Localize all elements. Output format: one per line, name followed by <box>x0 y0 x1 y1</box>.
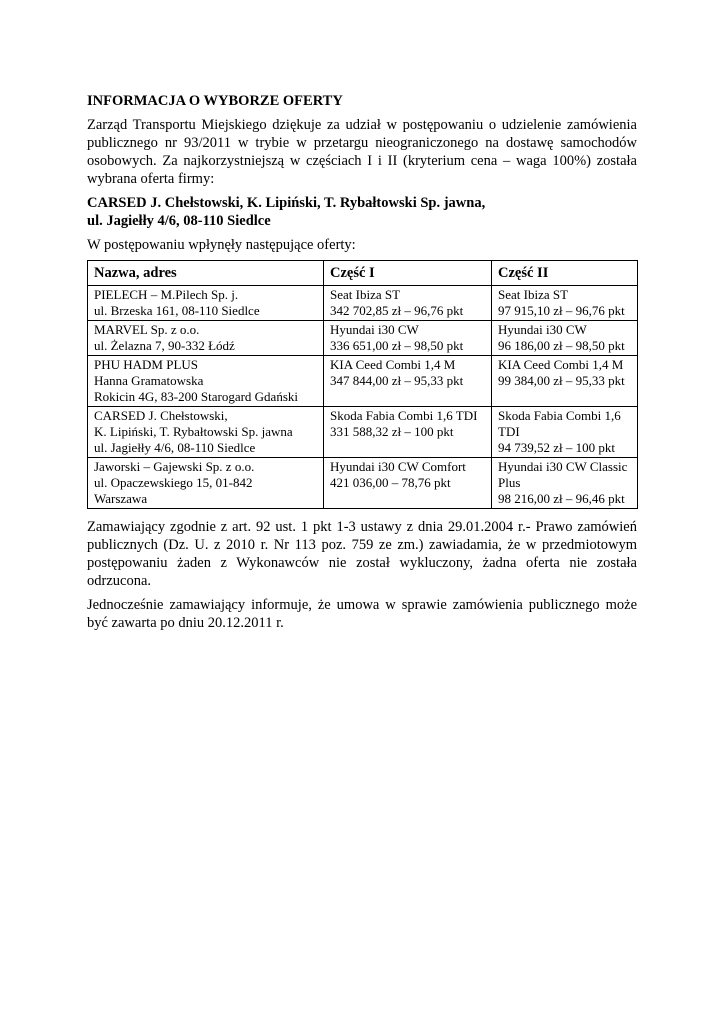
offer-part2-cell <box>492 286 638 321</box>
cell-line: 98 216,00 zł – 96,46 pkt <box>498 491 625 506</box>
offer-name-cell <box>88 321 324 356</box>
table-header-row <box>88 261 638 286</box>
offers-table <box>87 260 638 509</box>
offer-part2-cell <box>492 356 638 407</box>
table-row <box>88 407 638 458</box>
cell-line: Hyundai i30 CW <box>498 322 587 337</box>
offer-part2-cell <box>492 458 638 509</box>
table-row <box>88 356 638 407</box>
cell-line: KIA Ceed Combi 1,4 M <box>330 357 456 372</box>
table-row <box>88 321 638 356</box>
cell-line: Hyundai i30 CW Comfort <box>330 459 466 474</box>
table-row <box>88 458 638 509</box>
header-part-2: Część II <box>492 261 638 286</box>
offer-name-cell <box>88 458 324 509</box>
cell-line: 342 702,85 zł – 96,76 pkt <box>330 303 464 318</box>
cell-line: 96 186,00 zł – 98,50 pkt <box>498 338 625 353</box>
cell-line: Jaworski – Gajewski Sp. z o.o. <box>94 459 255 474</box>
offer-part1-cell <box>324 321 492 356</box>
document-page <box>87 92 637 638</box>
cell-line: ul. Opaczewskiego 15, 01-842 <box>94 475 253 490</box>
cell-line: Seat Ibiza ST <box>498 287 569 302</box>
cell-line: Warszawa <box>94 491 148 506</box>
disqualification-paragraph: Zamawiający zgodnie z art. 92 ust. 1 pkt 1-3 ustawy z dnia 29.01.2004 r.- Prawo zamówień publicznych (Dz. U. z 2010 r. Nr 113 poz. 759 ze zm.) zawiadamia, że w przedmiotowym postępowaniu żaden z Wykonawców nie został wykluczony, żadna oferta nie została odrzucona. <box>87 519 637 589</box>
winner-address: ul. Jagiełły 4/6, 08-110 Siedlce <box>87 213 271 229</box>
cell-line: Hyundai i30 CW <box>330 322 419 337</box>
header-name-address: Nazwa, adres <box>88 261 324 286</box>
cell-line: 97 915,10 zł – 96,76 pkt <box>498 303 625 318</box>
document-title: INFORMACJA O WYBORZE OFERTY <box>87 93 343 109</box>
cell-line: 347 844,00 zł – 95,33 pkt <box>330 373 464 388</box>
cell-line: 99 384,00 zł – 95,33 pkt <box>498 373 625 388</box>
offer-part2-cell <box>492 321 638 356</box>
cell-line: 336 651,00 zł – 98,50 pkt <box>330 338 464 353</box>
cell-line: ul. Jagiełły 4/6, 08-110 Siedlce <box>94 440 256 455</box>
offer-part1-cell <box>324 286 492 321</box>
winner-name: CARSED J. Chełstowski, K. Lipiński, T. Rybałtowski Sp. jawna, <box>87 195 486 211</box>
offer-part2-cell <box>492 407 638 458</box>
offer-part1-cell <box>324 407 492 458</box>
offer-name-cell <box>88 407 324 458</box>
cell-line: Rokicin 4G, 83-200 Starogard Gdański <box>94 389 299 404</box>
offer-name-cell <box>88 286 324 321</box>
cell-line: K. Lipiński, T. Rybałtowski Sp. jawna <box>94 424 293 439</box>
cell-line: ul. Żelazna 7, 90-332 Łódź <box>94 338 235 353</box>
offers-intro: W postępowaniu wpłynęły następujące oferty: <box>87 237 356 253</box>
winning-offer <box>87 194 637 230</box>
header-part-1: Część I <box>324 261 492 286</box>
cell-line: MARVEL Sp. z o.o. <box>94 322 200 337</box>
cell-line: 94 739,52 zł – 100 pkt <box>498 440 615 455</box>
table-row <box>88 286 638 321</box>
intro-paragraph: Zarząd Transportu Miejskiego dziękuje za udział w postępowaniu o udzielenie zamówienia publicznego nr 93/2011 w trybie w przetargu nieograniczonego na dostawę samochodów osobowych. Za najkorzystniejszą w częściach I i II (kryterium cena – waga 100%) została wybrana oferta firmy: <box>87 117 637 187</box>
cell-line: KIA Ceed Combi 1,4 M <box>498 357 624 372</box>
cell-line: PIELECH – M.Pilech Sp. j. <box>94 287 239 302</box>
offers-table-body <box>88 286 638 509</box>
cell-line: Skoda Fabia Combi 1,6 TDI <box>330 408 478 423</box>
cell-line: Hanna Gramatowska <box>94 373 204 388</box>
offer-name-cell <box>88 356 324 407</box>
cell-line: Seat Ibiza ST <box>330 287 401 302</box>
cell-line: 331 588,32 zł – 100 pkt <box>330 424 454 439</box>
offer-part1-cell <box>324 356 492 407</box>
cell-line: ul. Brzeska 161, 08-110 Siedlce <box>94 303 260 318</box>
contract-date-paragraph: Jednocześnie zamawiający informuje, że umowa w sprawie zamówienia publicznego może być zawarta po dniu 20.12.2011 r. <box>87 597 637 631</box>
cell-line: Hyundai i30 CW Classic Plus <box>498 459 628 490</box>
offer-part1-cell <box>324 458 492 509</box>
cell-line: 421 036,00 – 78,76 pkt <box>330 475 451 490</box>
cell-line: CARSED J. Chełstowski, <box>94 408 228 423</box>
cell-line: Skoda Fabia Combi 1,6 TDI <box>498 408 621 439</box>
cell-line: PHU HADM PLUS <box>94 357 199 372</box>
